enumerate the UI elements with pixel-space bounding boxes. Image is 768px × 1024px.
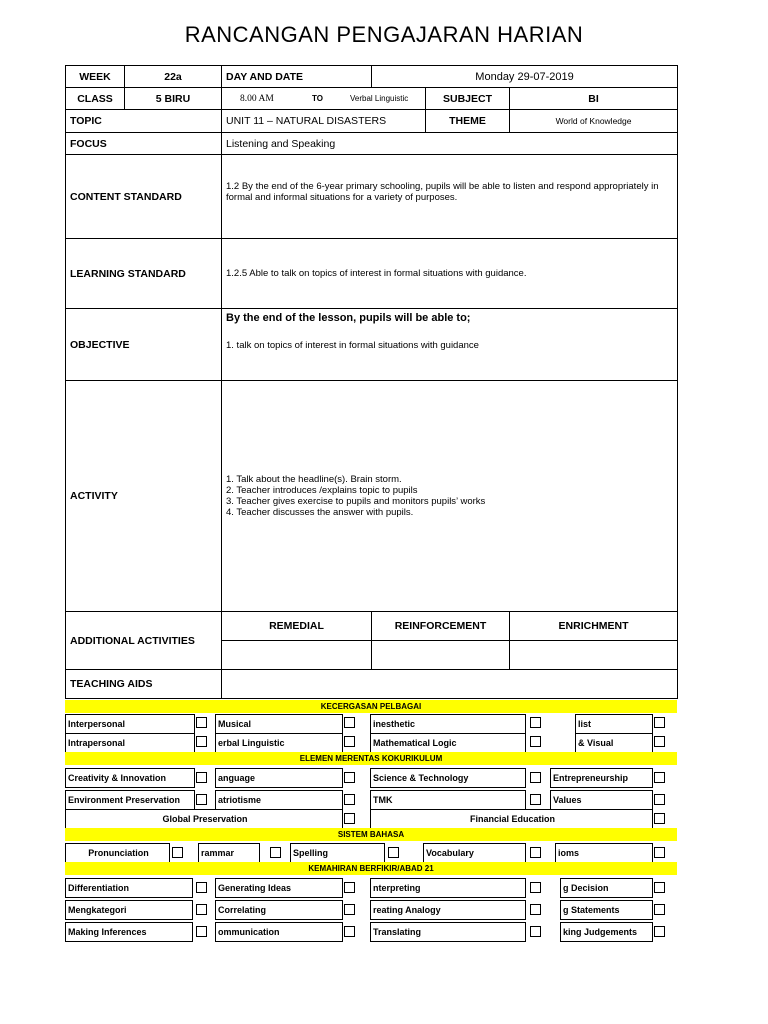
item-communication: ommunication [215, 922, 343, 942]
checkbox[interactable] [344, 926, 355, 937]
checkbox[interactable] [654, 904, 665, 915]
checkbox[interactable] [530, 926, 541, 937]
teaching-aids-value[interactable] [222, 670, 678, 699]
checkbox[interactable] [344, 736, 355, 747]
item-financial-education: Financial Education [370, 809, 653, 829]
content-standard-label: CONTENT STANDARD [66, 155, 222, 239]
checkbox[interactable] [196, 772, 207, 783]
enrichment-label: ENRICHMENT [510, 612, 678, 641]
class-value: 5 BIRU [125, 88, 222, 110]
checkbox[interactable] [270, 847, 281, 858]
focus-value: Listening and Speaking [222, 133, 678, 155]
checkbox[interactable] [344, 882, 355, 893]
item-differentiation: Differentiation [65, 878, 193, 898]
checkbox[interactable] [654, 772, 665, 783]
learning-standard-label: LEARNING STANDARD [66, 239, 222, 309]
checkbox[interactable] [344, 794, 355, 805]
item-patriotisme: atriotisme [215, 790, 343, 810]
checkbox[interactable] [196, 794, 207, 805]
section-elemen: ELEMEN MERENTAS KOKURIKULUM [65, 752, 677, 765]
activity-item: 1. Talk about the headline(s). Brain storm. [226, 474, 402, 485]
item-mathematical-logic: Mathematical Logic [370, 733, 526, 753]
item-environment: Environment Preservation [65, 790, 195, 810]
item-global-preservation: Global Preservation [65, 809, 343, 829]
checkbox[interactable] [654, 736, 665, 747]
checkbox[interactable] [344, 717, 355, 728]
checkbox[interactable] [654, 847, 665, 858]
activity-item: 2. Teacher introduces /explains topic to pupils [226, 485, 418, 496]
reinforcement-label: REINFORCEMENT [372, 612, 510, 641]
item-intrapersonal: Intrapersonal [65, 733, 195, 753]
lesson-plan-table [65, 65, 678, 699]
item-grammar: rammar [198, 843, 260, 863]
item-generating-ideas: Generating Ideas [215, 878, 343, 898]
item-spelling: Spelling [290, 843, 385, 863]
section-kecergasan: KECERGASAN PELBAGAI [65, 700, 677, 713]
checkbox[interactable] [654, 717, 665, 728]
class-label: CLASS [66, 88, 125, 110]
content-standard-value: 1.2 By the end of the 6-year primary schooling, pupils will be able to listen and respond appropriately in formal and informal situations for a variety of purposes. [222, 155, 678, 239]
subject-value: BI [510, 88, 678, 110]
item-mengkategori: Mengkategori [65, 900, 193, 920]
item-interpersonal: Interpersonal [65, 714, 195, 734]
checkbox[interactable] [344, 772, 355, 783]
item-science: Science & Technology [370, 768, 526, 788]
additional-activities-label: ADDITIONAL ACTIVITIES [66, 612, 222, 670]
checkbox[interactable] [196, 904, 207, 915]
reinforcement-cell[interactable] [372, 641, 510, 670]
topic-value: UNIT 11 – NATURAL DISASTERS [222, 110, 426, 133]
week-value: 22a [125, 66, 222, 88]
item-making-judgements: king Judgements [560, 922, 653, 942]
checkbox[interactable] [196, 736, 207, 747]
checkbox[interactable] [530, 772, 541, 783]
item-values: Values [550, 790, 653, 810]
item-language: anguage [215, 768, 343, 788]
teaching-aids-label: TEACHING AIDS [66, 670, 222, 699]
checkbox[interactable] [654, 813, 665, 824]
objective-intro: By the end of the lesson, pupils will be able to; [226, 312, 471, 324]
item-interpreting: nterpreting [370, 878, 526, 898]
week-label: WEEK [66, 66, 125, 88]
theme-value: World of Knowledge [510, 110, 678, 133]
activity-item: 3. Teacher gives exercise to pupils and monitors pupils’ works [226, 496, 486, 507]
day-date-value: Monday 29-07-2019 [372, 66, 678, 88]
enrichment-cell[interactable] [510, 641, 678, 670]
time-value: 8.00 AM [240, 93, 274, 104]
item-correlating: Correlating [215, 900, 343, 920]
item-translating: Translating [370, 922, 526, 942]
item-verbal-linguistic: erbal Linguistic [215, 733, 343, 753]
item-kinesthetic: inesthetic [370, 714, 526, 734]
objective-item: 1. talk on topics of interest in formal situations with guidance [226, 340, 479, 351]
item-visual: & Visual [575, 733, 653, 753]
item-making-statements: g Statements [560, 900, 653, 920]
page-title: RANCANGAN PENGAJARAN HARIAN [184, 22, 584, 47]
checkbox[interactable] [530, 882, 541, 893]
objective-label: OBJECTIVE [66, 309, 222, 381]
item-making-decision: g Decision [560, 878, 653, 898]
learning-standard-value: 1.2.5 Able to talk on topics of interest in formal situations with guidance. [222, 239, 678, 309]
item-musical: Musical [215, 714, 343, 734]
item-entrepreneurship: Entrepreneurship [550, 768, 653, 788]
checkbox[interactable] [530, 847, 541, 858]
remedial-label: REMEDIAL [222, 612, 372, 641]
checkbox[interactable] [196, 926, 207, 937]
checkbox[interactable] [388, 847, 399, 858]
item-creativity: Creativity & Innovation [65, 768, 195, 788]
activity-item: 4. Teacher discusses the answer with pupils. [226, 507, 414, 518]
section-kemahiran: KEMAHIRAN BERFIKIR/ABAD 21 [65, 862, 677, 875]
item-pronunciation: Pronunciation [65, 843, 170, 863]
item-idioms: ioms [555, 843, 653, 863]
focus-label: FOCUS [66, 133, 222, 155]
intelligence-value: Verbal Linguistic [350, 94, 409, 103]
checkbox[interactable] [344, 813, 355, 824]
section-sistem: SISTEM BAHASA [65, 828, 677, 841]
day-date-label: DAY AND DATE [222, 66, 372, 88]
theme-label: THEME [426, 110, 510, 133]
checkbox[interactable] [654, 882, 665, 893]
item-naturalist: list [575, 714, 653, 734]
checkbox[interactable] [196, 717, 207, 728]
checkbox[interactable] [530, 736, 541, 747]
item-making-inferences: Making Inferences [65, 922, 193, 942]
checkbox[interactable] [654, 926, 665, 937]
checkbox[interactable] [530, 717, 541, 728]
remedial-cell[interactable] [222, 641, 372, 670]
checkbox[interactable] [530, 794, 541, 805]
checkbox[interactable] [654, 794, 665, 805]
to-label: TO [312, 94, 323, 103]
checkbox[interactable] [344, 904, 355, 915]
item-vocabulary: Vocabulary [423, 843, 526, 863]
checkbox[interactable] [530, 904, 541, 915]
checkbox[interactable] [196, 882, 207, 893]
subject-label: SUBJECT [426, 88, 510, 110]
item-ict: TMK [370, 790, 526, 810]
item-creating-analogy: reating Analogy [370, 900, 526, 920]
topic-label: TOPIC [66, 110, 222, 133]
checkbox[interactable] [172, 847, 183, 858]
activity-label: ACTIVITY [66, 381, 222, 612]
